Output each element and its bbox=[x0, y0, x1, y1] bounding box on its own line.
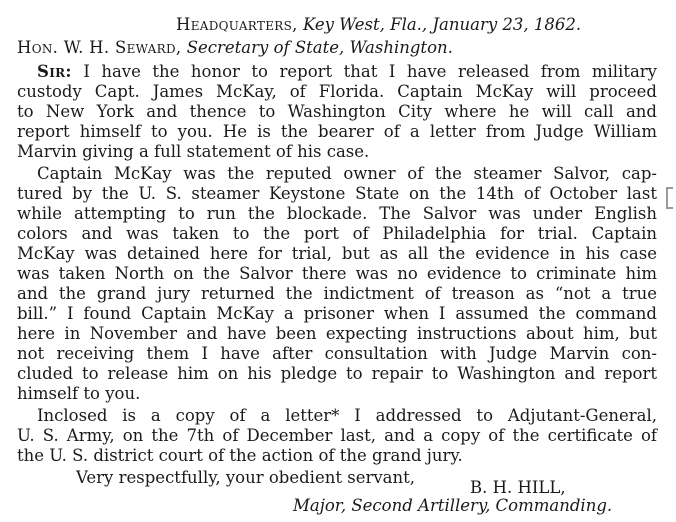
paragraph-2-line-10: not receiving them I have after consultation with Judge Marvin con- bbox=[17, 344, 657, 363]
paragraph-2-line-8: bill.” I found Captain McKay a prisoner when I assumed the command bbox=[17, 304, 657, 323]
paragraph-1-line-3: to New York and thence to Washington City where he will call and bbox=[17, 102, 657, 121]
addressee-name: Hon. W. H. Seward, bbox=[17, 38, 182, 57]
paragraph-3-line-2: U. S. Army, on the 7th of December last, and a copy of the certificate of bbox=[17, 426, 657, 445]
paragraph-2-line-12: himself to you. bbox=[17, 384, 141, 403]
paragraph-2-line-3: while attempting to run the blockade. The Salvor was under English bbox=[17, 204, 657, 223]
paragraph-2-line-7: and the grand jury returned the indictment of treason as “not a true bbox=[17, 284, 657, 303]
heading-place-label: Headquarters, bbox=[176, 15, 298, 34]
paragraph-2-line-9: here in November and have been expecting instructions about him, but bbox=[17, 324, 657, 343]
paragraph-2-line-2: tured by the U. S. steamer Keystone State on the 14th of October last bbox=[17, 184, 657, 203]
paragraph-2-line-11: cluded to release him on his pledge to repair to Washington and report bbox=[17, 364, 657, 383]
addressee-line bbox=[17, 38, 453, 58]
paragraph-3-line-1: Inclosed is a copy of a letter* I addressed to Adjutant-General, bbox=[37, 406, 657, 425]
paragraph-2-line-1: Captain McKay was the reputed owner of the steamer Salvor, cap- bbox=[37, 164, 657, 183]
signature-title: Major, Second Artillery, Commanding. bbox=[293, 496, 613, 515]
paragraph-2-line-4: colors and was taken to the port of Philadelphia for trial. Captain bbox=[17, 224, 657, 243]
heading-location-date: Key West, Fla., January 23, 1862. bbox=[302, 15, 582, 34]
paragraph-1-line-1: Sir: I have the honor to report that I have released from military bbox=[37, 62, 658, 81]
letter-heading bbox=[176, 15, 581, 35]
addressee-title: Secretary of State, Washington. bbox=[186, 38, 453, 57]
signature-name: B. H. HILL, bbox=[470, 478, 566, 497]
paragraph-1-line-2: custody Capt. James McKay, of Florida. Captain McKay will proceed bbox=[17, 82, 657, 101]
closing-line: Very respectfully, your obedient servant, bbox=[76, 468, 416, 487]
paragraph-2-line-5: McKay was detained here for trial, but as all the evidence in his case bbox=[17, 244, 657, 263]
paragraph-2-line-6: was taken North on the Salvor there was no evidence to criminate him bbox=[17, 264, 657, 283]
scan-edge-bracket bbox=[666, 187, 673, 209]
paragraph-1-line-5: Marvin giving a full statement of his case. bbox=[17, 142, 370, 161]
salutation: Sir: bbox=[37, 62, 72, 81]
paragraph-3-line-3: the U. S. district court of the action of the grand jury. bbox=[17, 446, 463, 465]
paragraph-1-line-4: report himself to you. He is the bearer of a letter from Judge William bbox=[17, 122, 657, 141]
